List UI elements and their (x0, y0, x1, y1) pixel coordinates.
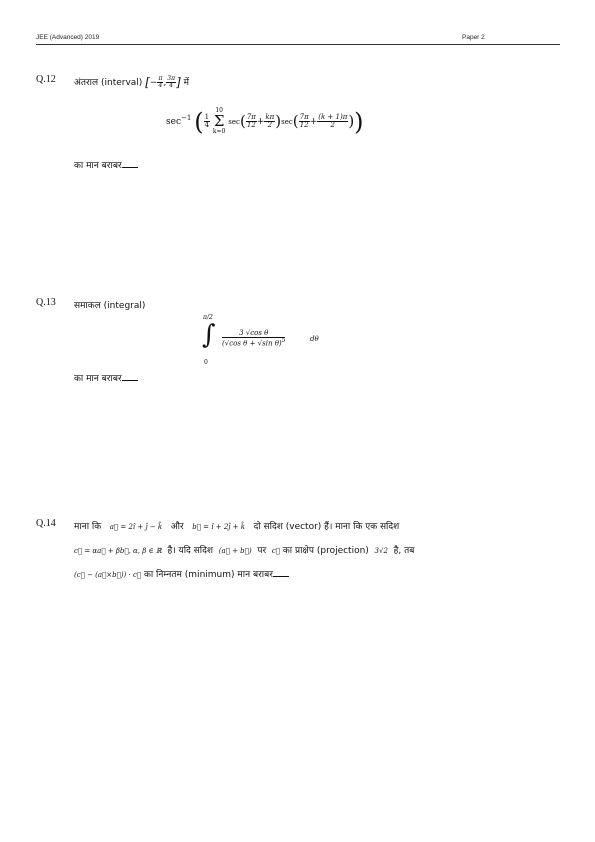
quarter-fraction: $\frac{1}{4}$ (204, 112, 210, 129)
vector-sum: (a⃗ + b⃗) (218, 547, 252, 555)
question-number: Q.14 (36, 518, 56, 529)
question-number: Q.12 (36, 74, 56, 85)
paper-number: Paper 2 (462, 34, 485, 41)
vector-c-definition: c⃗ = αa⃗ + βb⃗, α, β ∈ ℝ (74, 547, 162, 555)
outer-paren-close: ) (354, 108, 364, 136)
answer-prompt: का निम्नतम (minimum) मान बराबर (143, 570, 273, 580)
minimum-expression: (c⃗ − (a⃗×b⃗)) · c⃗ (74, 571, 142, 579)
header-rule (36, 44, 560, 45)
vector-b-definition: b⃗ = î + 2ĵ + k̂ (192, 523, 245, 531)
question-line-1: माना कि a⃗ = 2î + ĵ − k̂ और b⃗ = î + 2ĵ + k̂ दो सदिश (vector) हैं। माना कि एक सदिश (74, 522, 400, 532)
projection-value: 3√2 (374, 547, 388, 555)
outer-paren-open: ( (194, 108, 204, 136)
question-number: Q.13 (36, 297, 56, 308)
answer-prompt: का मान बराबर (74, 161, 122, 171)
question-line-3 (74, 567, 289, 580)
sec-term-1: sec( $\frac{7\pi}{12}$ + $\frac{k\pi}{2}$ ) (228, 112, 282, 130)
summation: 10 Σ k=0 (212, 107, 226, 135)
integral-upper-limit: π/2 (203, 314, 213, 321)
answer-prompt: का मान बराबर (74, 374, 122, 384)
sec-term-2: sec( $\frac{7\pi}{12}$ + $\frac{(k + 1)\pi}{2}$ ) (281, 112, 355, 130)
sec-inverse: $\sec^{-1}$ (166, 114, 192, 127)
exam-header-title: JEE (Advanced) 2019 (36, 34, 100, 41)
answer-blank (273, 575, 289, 577)
interval-expression: [ (145, 75, 150, 89)
interval-lower: − $\frac{\pi}{4}$ , $\frac{3\pi}{4}$ (149, 74, 176, 89)
answer-line (74, 371, 138, 384)
vector-a-definition: a⃗ = 2î + ĵ − k̂ (109, 523, 163, 531)
d-theta: dθ (310, 335, 319, 343)
interval-tail: में (183, 78, 189, 88)
integral-lower-limit: 0 (204, 359, 208, 366)
question-intro: समाकल (integral) (74, 301, 146, 311)
answer-line (74, 158, 138, 171)
intro-text: अंतराल (interval) (74, 78, 143, 88)
integrand-fraction: $\frac{\text{3 √cos θ}}{(√\cos \theta + √\sin \theta)^5}$ (222, 329, 286, 348)
interval-bracket-close: ] (176, 75, 181, 89)
answer-blank (122, 379, 138, 381)
vector-c: c⃗ (271, 547, 280, 555)
question-intro (74, 75, 189, 89)
integral-sign: ∫ (202, 320, 216, 350)
integral-expression (200, 314, 360, 370)
answer-blank (122, 166, 138, 168)
sum-expression (166, 108, 364, 136)
question-line-2: c⃗ = αa⃗ + βb⃗, α, β ∈ ℝ है। यदि सदिश (a⃗ + b⃗) पर c⃗ का प्राक्षेप (projection) 3√2 है, तब (74, 546, 415, 556)
